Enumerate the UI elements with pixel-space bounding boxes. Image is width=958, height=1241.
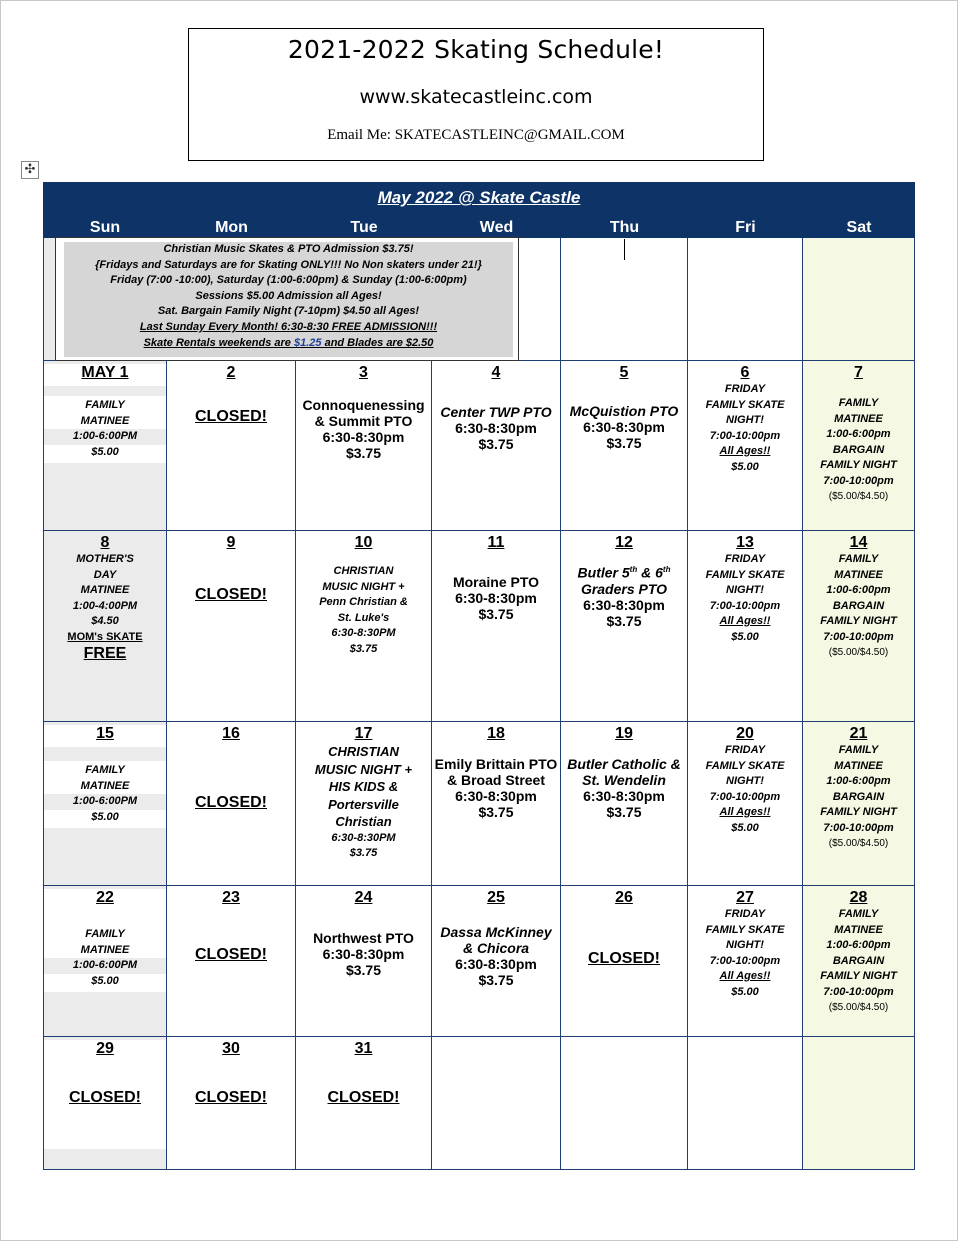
calendar-title: May 2022 @ Skate Castle — [377, 188, 581, 207]
event-text: FRIDAY — [724, 383, 766, 395]
event-text: FRIDAY — [724, 908, 766, 920]
event-text: FAMILY NIGHT — [820, 970, 897, 982]
day-cell-19 — [561, 722, 688, 886]
event-time: 1:00-6:00PM — [72, 430, 138, 442]
event-text: FAMILY NIGHT — [820, 459, 897, 471]
notice-line — [64, 336, 513, 352]
event-text: FAMILY — [85, 764, 125, 776]
event-time: 6:30-8:30pm — [583, 788, 665, 804]
day-cell-11 — [432, 531, 561, 722]
event-text: & Summit PTO — [314, 413, 413, 429]
event-text: Center TWP PTO — [440, 404, 552, 420]
event-price: $5.00 — [731, 630, 759, 643]
event-time: 6:30-8:30pm — [455, 956, 537, 972]
event-text: FAMILY — [838, 553, 879, 565]
day-cell-8 — [43, 531, 167, 722]
event-text: CHRISTIAN — [333, 565, 394, 577]
day-cell-1 — [43, 361, 167, 531]
page-title: 2021-2022 Skating Schedule! — [287, 35, 665, 64]
event-text: th — [662, 565, 671, 574]
event-text: MATINEE — [834, 923, 883, 936]
event-price: ($5.00/$4.50) — [828, 1002, 889, 1013]
event-price: ($5.00/$4.50) — [828, 647, 889, 658]
day-number: 9 — [226, 534, 236, 551]
event-time: 7:00-10:00pm — [823, 985, 894, 998]
event-time: 6:30-8:30PM — [331, 831, 396, 844]
day-cell-3 — [296, 361, 432, 531]
event-time: 7:00-10:00pm — [823, 630, 894, 643]
event-text: MUSIC NIGHT + — [314, 761, 413, 777]
day-cell-26 — [561, 886, 688, 1037]
event-price: ($5.00/$4.50) — [828, 838, 889, 849]
event-text: FAMILY SKATE — [705, 398, 785, 411]
event-price: $3.75 — [606, 612, 642, 629]
event-text: MATINEE — [80, 584, 130, 596]
event-text: MATINEE — [834, 759, 883, 772]
event-text: & Chicora — [462, 940, 530, 956]
event-time: 7:00-10:00pm — [709, 790, 781, 803]
dow-sun: Sun — [89, 219, 121, 236]
event-text: FAMILY — [838, 908, 879, 920]
event-time: 1:00-6:00pm — [826, 775, 891, 787]
notice-line: Friday (7:00 -10:00), Saturday (1:00-6:00pm) & Sunday (1:00-6:00pm) — [110, 274, 467, 287]
event-text: FAMILY NIGHT — [820, 806, 897, 818]
event-text: BARGAIN — [832, 954, 885, 967]
event-text: & 6 — [637, 564, 663, 581]
day-number: 11 — [487, 534, 505, 551]
day-cell-23 — [167, 886, 296, 1037]
event-time: 7:00-10:00pm — [709, 954, 781, 967]
event-text: FAMILY NIGHT — [820, 615, 897, 627]
closed-label: CLOSED! — [195, 408, 267, 425]
event-text: Emily Brittain PTO — [434, 756, 558, 772]
event-text: McQuistion PTO — [569, 403, 679, 419]
closed-label: CLOSED! — [327, 1089, 400, 1106]
notice-line: {Fridays and Saturdays are for Skating ONLY!!! No Non skaters under 21!} — [95, 258, 482, 271]
day-number: 13 — [736, 534, 754, 551]
event-text: HIS KIDS & — [328, 779, 399, 794]
event-price: $3.75 — [349, 642, 378, 655]
day-number: 22 — [96, 889, 114, 906]
event-price: $3.75 — [345, 445, 382, 461]
day-number: 25 — [487, 889, 505, 906]
event-text: All Ages!! — [719, 806, 771, 818]
event-time: 1:00-6:00PM — [72, 959, 138, 971]
event-text: All Ages!! — [719, 445, 771, 457]
event-price: $5.00 — [91, 810, 119, 823]
event-text: MATINEE — [834, 568, 883, 581]
day-cell-31 — [296, 1037, 432, 1170]
event-text: MATINEE — [80, 414, 130, 427]
event-text: FAMILY — [838, 397, 879, 409]
day-cell-28 — [803, 886, 915, 1037]
event-text: NIGHT! — [726, 584, 764, 596]
event-time: 6:30-8:30pm — [455, 590, 537, 606]
event-price: $3.75 — [345, 962, 382, 978]
day-number: 31 — [354, 1040, 373, 1057]
notice-line: Sessions $5.00 Admission all Ages! — [195, 289, 382, 302]
event-text: FRIDAY — [724, 553, 766, 565]
notice-price: $1.25 — [293, 336, 322, 349]
event-text: BARGAIN — [832, 599, 885, 612]
event-text: BARGAIN — [832, 790, 885, 803]
text-cursor — [624, 239, 625, 260]
event-price: $5.00 — [731, 460, 759, 473]
day-number: 14 — [849, 534, 868, 551]
event-text: NIGHT! — [726, 939, 764, 951]
event-text: MATINEE — [80, 943, 130, 956]
day-number: 23 — [222, 889, 240, 906]
event-text: Northwest PTO — [313, 930, 414, 946]
event-time: 1:00-4:00PM — [72, 599, 138, 612]
event-price: $3.75 — [478, 436, 514, 452]
day-number: 28 — [849, 889, 868, 906]
day-cell-4 — [432, 361, 561, 531]
day-number: 19 — [615, 725, 633, 742]
event-price: $3.75 — [478, 972, 514, 988]
event-text: FAMILY SKATE — [705, 568, 785, 581]
closed-label: CLOSED! — [195, 586, 267, 603]
event-price: $5.00 — [731, 821, 759, 834]
event-text: MATINEE — [834, 412, 883, 425]
day-cell-22 — [43, 886, 167, 1037]
day-number: 10 — [354, 534, 373, 551]
day-number: 17 — [354, 725, 373, 742]
event-price: $3.75 — [478, 606, 514, 622]
event-text: MOTHER'S — [76, 553, 134, 565]
event-text: MATINEE — [80, 779, 130, 792]
day-cell-6 — [688, 361, 803, 531]
day-number: 30 — [222, 1040, 240, 1057]
event-text: BARGAIN — [832, 443, 885, 456]
event-text: NIGHT! — [726, 414, 764, 426]
event-price: $5.00 — [91, 445, 119, 458]
event-text: FAMILY — [838, 744, 879, 756]
move-arrows-icon[interactable]: ✣ — [21, 161, 39, 179]
event-text: Portersville — [328, 796, 399, 812]
event-text: FAMILY — [85, 928, 125, 940]
day-number: 5 — [619, 364, 629, 381]
event-text: & Broad Street — [446, 772, 546, 788]
event-text: Butler 5 — [577, 564, 630, 581]
event-time: 1:00-6:00pm — [826, 584, 891, 596]
day-number: 26 — [615, 889, 633, 906]
day-cell-16 — [167, 722, 296, 886]
day-cell-25 — [432, 886, 561, 1037]
day-number: 16 — [222, 725, 240, 742]
event-price: $3.75 — [478, 804, 514, 820]
day-cell-18 — [432, 722, 561, 886]
closed-label: CLOSED! — [195, 1089, 267, 1106]
day-cell-30 — [167, 1037, 296, 1170]
notice-text: Skate Rentals weekends are — [143, 336, 294, 349]
closed-label: CLOSED! — [195, 794, 267, 811]
event-text: th — [629, 565, 638, 574]
dow-wed: Wed — [479, 219, 514, 236]
calendar-grid — [43, 238, 915, 1170]
event-time: 7:00-10:00pm — [823, 474, 894, 487]
event-text: St. Wendelin — [582, 772, 666, 788]
notice-line: Last Sunday Every Month! 6:30-8:30 FREE ADMISSION!!! — [139, 320, 438, 333]
event-time: 6:30-8:30pm — [455, 788, 537, 804]
event-text: All Ages!! — [719, 615, 771, 627]
admission-notice-box — [55, 237, 519, 361]
day-number: 18 — [487, 725, 505, 742]
event-time: 6:30-8:30pm — [322, 429, 405, 445]
event-text: St. Luke's — [337, 611, 390, 624]
event-text: Butler Catholic & — [567, 756, 681, 772]
day-cell-24 — [296, 886, 432, 1037]
event-price: $3.75 — [349, 847, 378, 859]
day-number: 29 — [96, 1040, 114, 1057]
event-price: $5.00 — [731, 985, 759, 998]
dow-sat: Sat — [846, 219, 872, 236]
closed-label: CLOSED! — [69, 1089, 141, 1106]
day-cell-21 — [803, 722, 915, 886]
day-number: 15 — [96, 725, 114, 742]
event-text: NIGHT! — [726, 775, 764, 787]
day-number: 12 — [615, 534, 633, 551]
event-time: 6:30-8:30pm — [583, 419, 665, 435]
day-number: MAY 1 — [81, 364, 129, 381]
email-line[interactable]: Email Me: SKATECASTLEINC@GMAIL.COM — [327, 127, 625, 143]
event-time: 6:30-8:30pm — [322, 946, 405, 962]
event-text: Christian — [335, 814, 392, 829]
day-cell-empty — [688, 238, 803, 361]
day-cell-20 — [688, 722, 803, 886]
notice-line: Sat. Bargain Family Night (7-10pm) $4.50 all Ages! — [157, 305, 420, 318]
dow-mon: Mon — [215, 219, 248, 236]
day-number: 24 — [354, 889, 373, 906]
event-price: $3.75 — [606, 435, 642, 451]
day-number: 20 — [736, 725, 754, 742]
day-cell-9 — [167, 531, 296, 722]
event-time: 7:00-10:00pm — [823, 821, 894, 834]
event-time: 1:00-6:00pm — [826, 939, 891, 951]
day-number: 3 — [359, 364, 368, 381]
day-cell-10 — [296, 531, 432, 722]
day-number: 21 — [849, 725, 868, 742]
event-price: $5.00 — [91, 974, 119, 987]
closed-label: CLOSED! — [588, 950, 660, 967]
day-cell-empty — [561, 1037, 688, 1170]
day-cell-17 — [296, 722, 432, 886]
day-number: 6 — [740, 364, 750, 381]
event-text: FREE — [83, 644, 127, 662]
day-number: 2 — [226, 364, 236, 381]
day-cell-empty — [803, 1037, 915, 1170]
day-cell-empty — [432, 1037, 561, 1170]
admission-notice-shading — [64, 242, 513, 357]
event-text: FAMILY — [85, 399, 125, 411]
event-text: MUSIC NIGHT + — [322, 580, 405, 593]
event-price: $3.75 — [606, 804, 642, 820]
event-price: ($5.00/$4.50) — [828, 491, 889, 502]
day-cell-empty — [688, 1037, 803, 1170]
day-cell-14 — [803, 531, 915, 722]
header-box — [188, 28, 764, 161]
event-time: 1:00-6:00pm — [826, 428, 891, 440]
event-text: Graders PTO — [580, 580, 668, 597]
event-price: $4.50 — [91, 615, 119, 627]
day-cell-27 — [688, 886, 803, 1037]
event-text: Moraine PTO — [452, 574, 540, 590]
day-number: 4 — [491, 364, 501, 381]
event-text: CHRISTIAN — [328, 744, 399, 759]
event-time: 7:00-10:00pm — [709, 429, 781, 442]
day-cell-15 — [43, 722, 167, 886]
notice-line: Christian Music Skates & PTO Admission $3.75! — [163, 243, 414, 255]
dow-thu: Thu — [609, 219, 640, 236]
event-time: 7:00-10:00pm — [709, 599, 781, 612]
closed-label: CLOSED! — [195, 946, 267, 963]
event-text: Penn Christian & — [319, 596, 408, 608]
event-time: 6:30-8:30pm — [455, 420, 537, 436]
event-time: 6:30-8:30pm — [583, 596, 665, 613]
event-text: Dassa McKinney — [440, 924, 552, 940]
day-cell-12 — [561, 531, 688, 722]
day-number: 27 — [736, 889, 754, 906]
notice-text: and Blades are $2.50 — [321, 336, 434, 349]
event-time: 1:00-6:00PM — [72, 795, 138, 807]
event-text: All Ages!! — [719, 970, 771, 982]
day-cell-13 — [688, 531, 803, 722]
day-number: 7 — [854, 364, 863, 381]
event-text: DAY — [93, 568, 117, 581]
event-text: Connoquenessing — [302, 397, 425, 413]
day-cell-5 — [561, 361, 688, 531]
calendar-header — [43, 182, 915, 238]
day-cell-2 — [167, 361, 296, 531]
dow-tue: Tue — [350, 219, 378, 236]
day-number: 8 — [100, 534, 110, 551]
day-cell-7 — [803, 361, 915, 531]
day-cell-29 — [43, 1037, 167, 1170]
event-text: FAMILY SKATE — [705, 923, 785, 936]
event-text: MOM's SKATE — [67, 630, 143, 643]
event-time: 6:30-8:30PM — [331, 627, 396, 639]
dow-fri: Fri — [735, 219, 756, 236]
event-text: FAMILY SKATE — [705, 759, 785, 772]
website-link[interactable]: www.skatecastleinc.com — [359, 86, 593, 108]
day-cell-empty — [803, 238, 915, 361]
event-text: FRIDAY — [724, 744, 766, 756]
